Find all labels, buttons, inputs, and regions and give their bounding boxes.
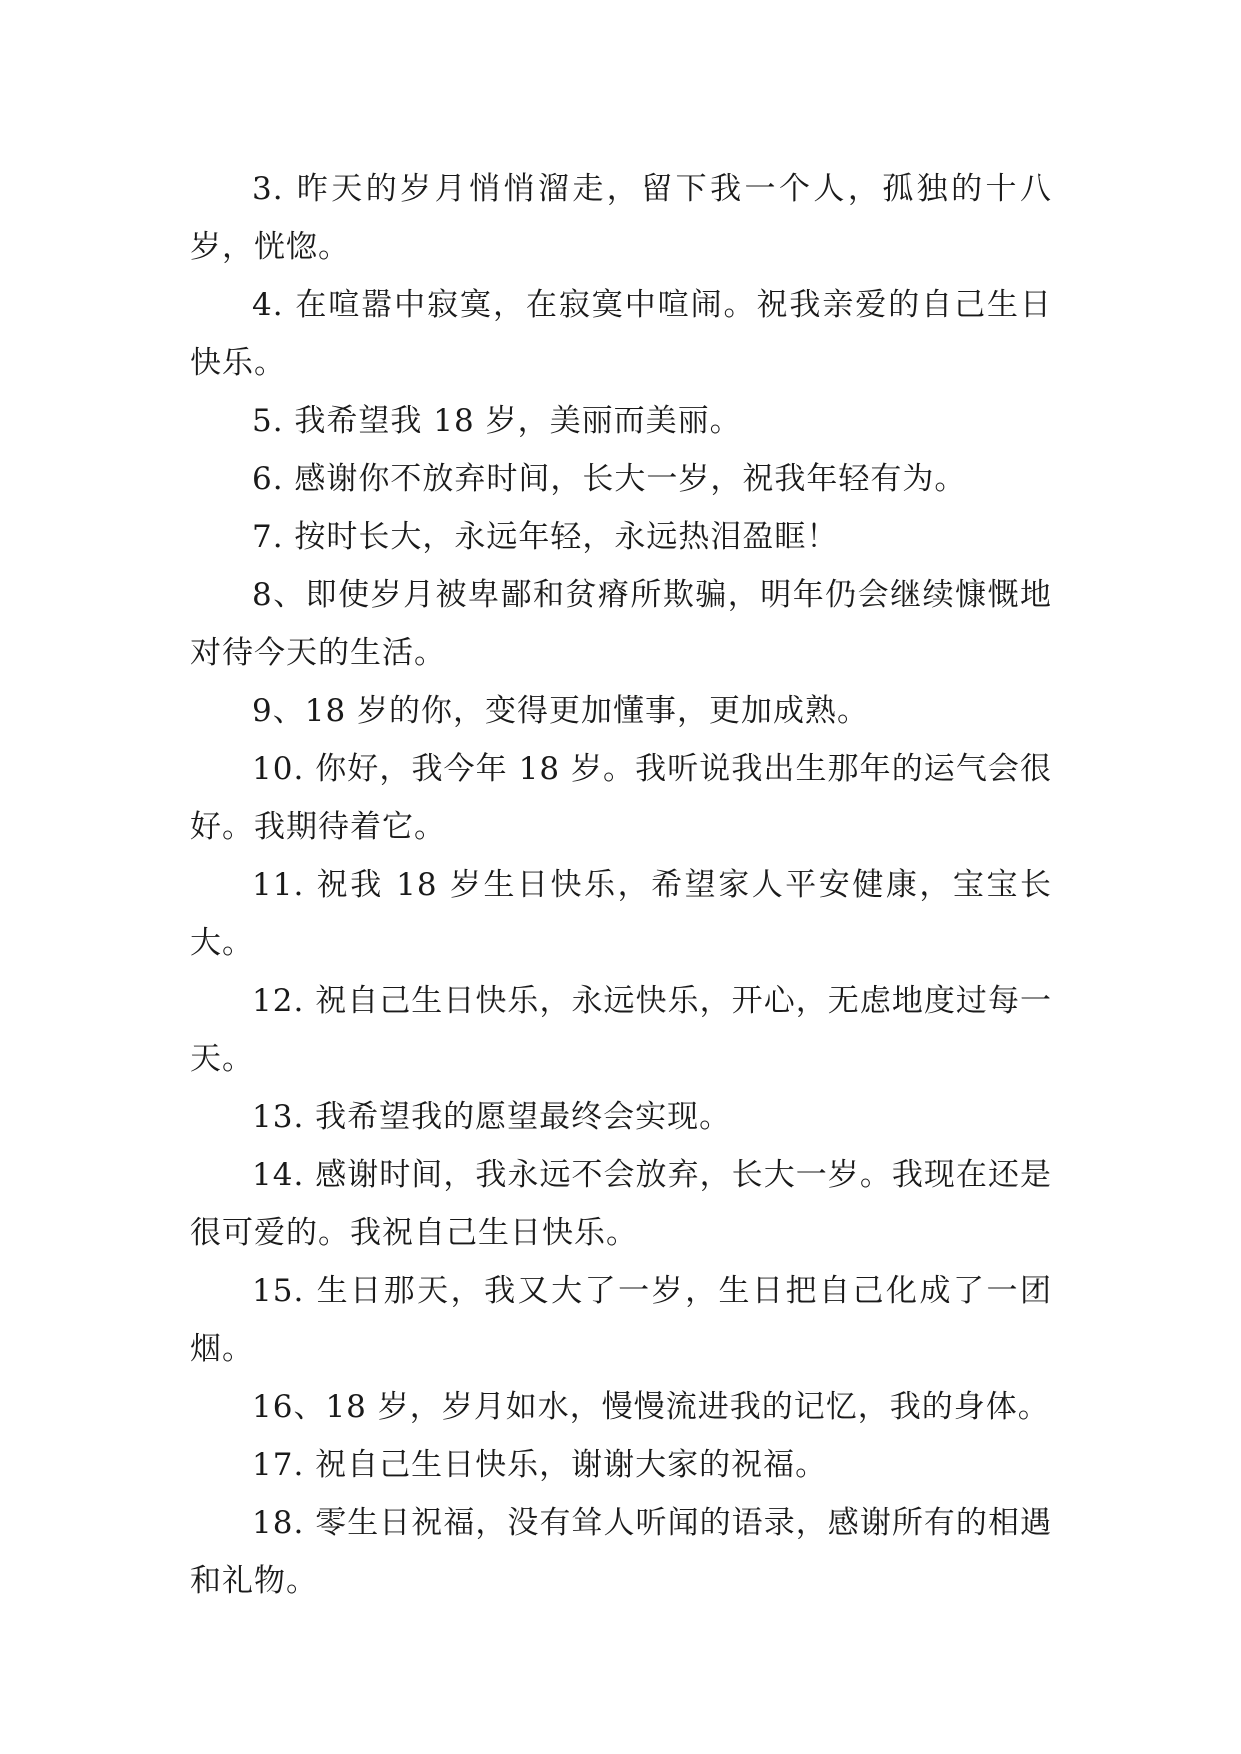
- paragraph-item-8: 8、即使岁月被卑鄙和贫瘠所欺骗，明年仍会继续慷慨地对待今天的生活。: [190, 577, 1052, 671]
- document-body: [190, 160, 1052, 1610]
- paragraph-item-11: 11. 祝我 18 岁生日快乐，希望家人平安健康，宝宝长大。: [190, 867, 1052, 961]
- paragraph-item-7: 7. 按时长大，永远年轻，永远热泪盈眶！: [252, 519, 839, 555]
- paragraph-item-13: 13. 我希望我的愿望最终会实现。: [252, 1099, 732, 1135]
- paragraph-item-5: 5. 我希望我 18 岁，美丽而美丽。: [252, 403, 742, 439]
- paragraph-item-9: 9、18 岁的你，变得更加懂事，更加成熟。: [252, 693, 870, 729]
- paragraph-item-17: 17. 祝自己生日快乐，谢谢大家的祝福。: [252, 1447, 828, 1483]
- paragraph-item-6: 6. 感谢你不放弃时间，长大一岁，祝我年轻有为。: [252, 461, 967, 497]
- paragraph-item-3: 3. 昨天的岁月悄悄溜走，留下我一个人，孤独的十八岁，恍惚。: [190, 171, 1052, 265]
- paragraph-item-18: 18. 零生日祝福，没有耸人听闻的语录，感谢所有的相遇和礼物。: [190, 1505, 1052, 1599]
- paragraph-item-15: 15. 生日那天，我又大了一岁，生日把自己化成了一团烟。: [190, 1273, 1052, 1367]
- paragraph-item-4: 4. 在喧嚣中寂寞，在寂寞中喧闹。祝我亲爱的自己生日快乐。: [190, 287, 1052, 381]
- paragraph-item-14: 14. 感谢时间，我永远不会放弃，长大一岁。我现在还是很可爱的。我祝自己生日快乐。: [190, 1157, 1052, 1251]
- paragraph-item-10: 10. 你好，我今年 18 岁。我听说我出生那年的运气会很好。我期待着它。: [190, 751, 1052, 845]
- paragraph-item-16: 16、18 岁，岁月如水，慢慢流进我的记忆，我的身体。: [252, 1389, 1050, 1425]
- paragraph-item-12: 12. 祝自己生日快乐，永远快乐，开心，无虑地度过每一天。: [190, 983, 1052, 1077]
